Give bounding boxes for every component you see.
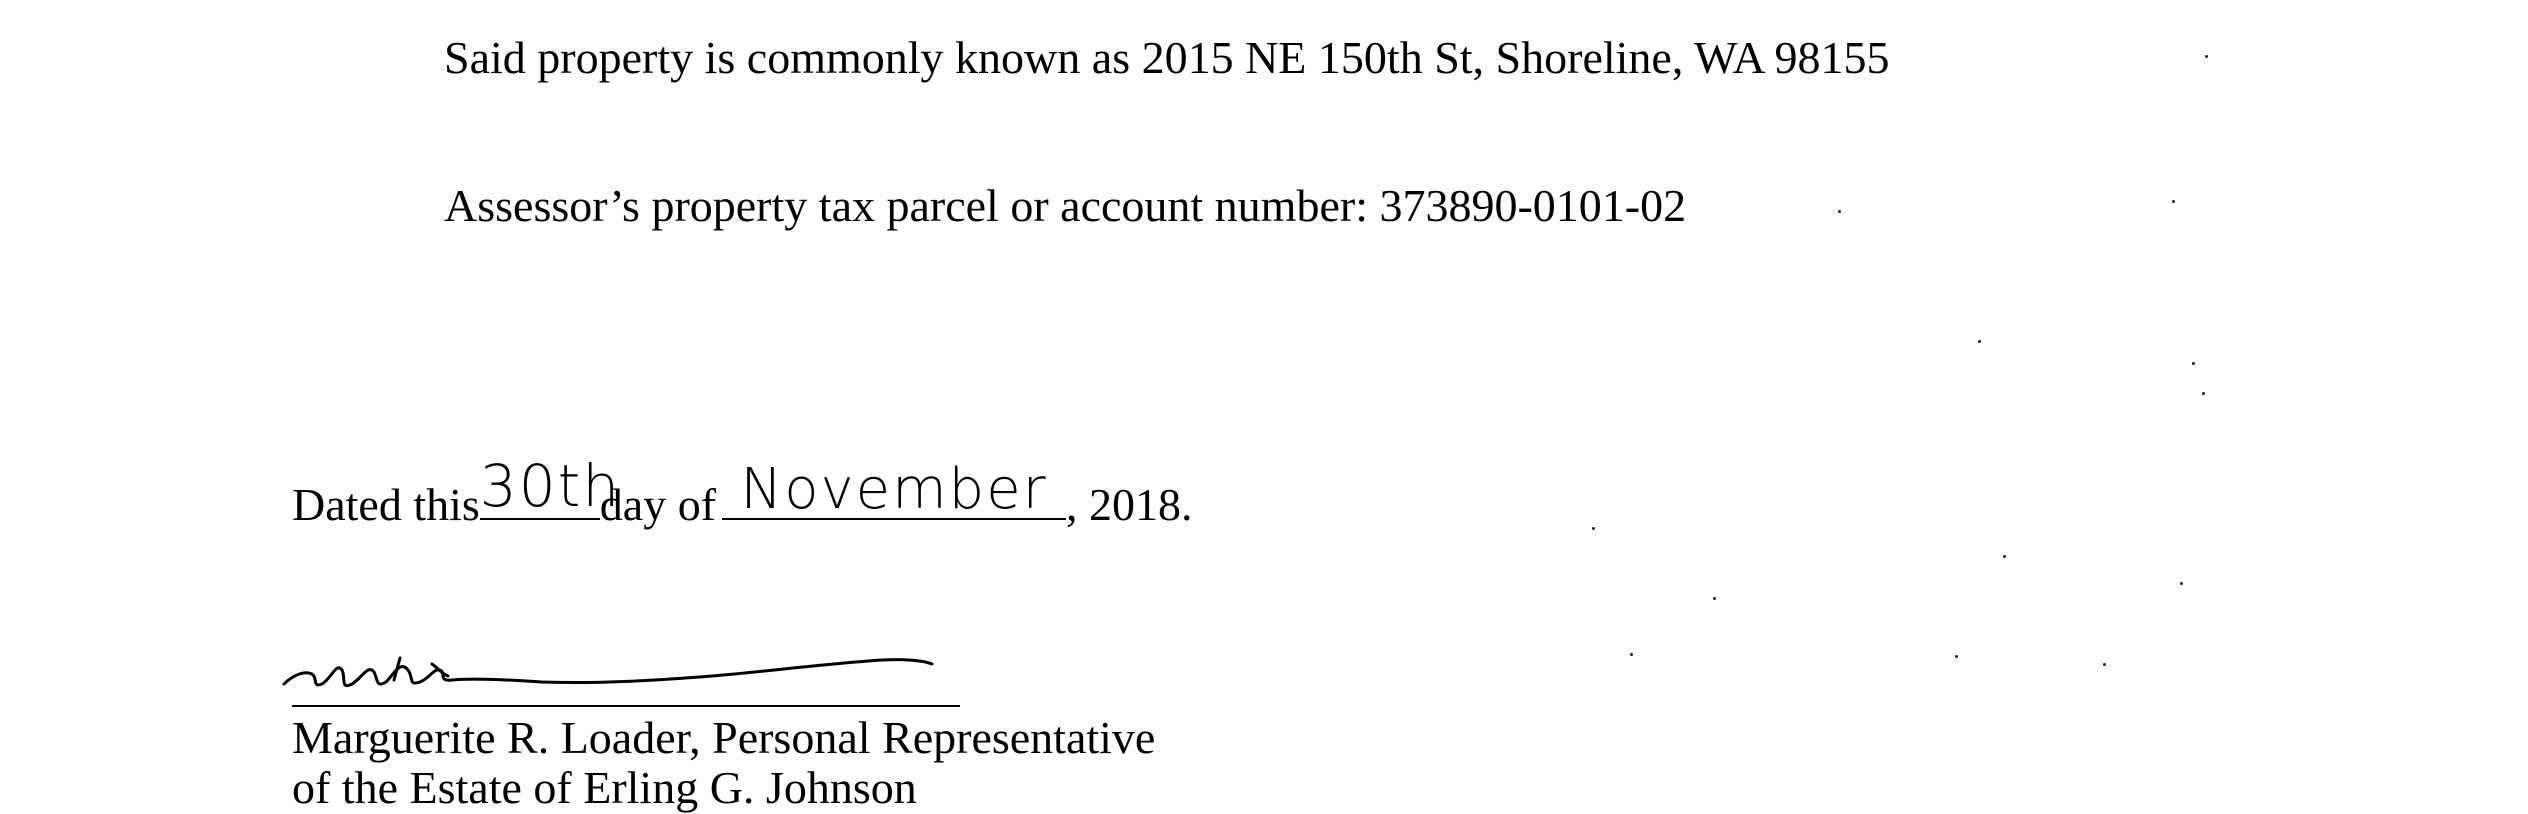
dated-prefix: Dated this xyxy=(292,479,480,530)
property-address-line: Said property is commonly known as 2015 NE 150th St, Shoreline, WA 98155 xyxy=(444,32,1890,83)
scan-speck xyxy=(1955,655,1958,658)
handwritten-month: November xyxy=(740,457,1048,522)
handwritten-day: 30th xyxy=(479,452,622,520)
scan-speck xyxy=(2205,55,2208,58)
scan-speck xyxy=(2180,582,2183,585)
scan-speck xyxy=(1978,340,1981,343)
dated-suffix: , 2018. xyxy=(1066,479,1193,530)
scan-speck xyxy=(2103,663,2106,666)
scan-speck xyxy=(1630,653,1633,656)
scan-speck xyxy=(2202,392,2205,395)
scan-speck xyxy=(1838,210,1841,213)
scan-speck xyxy=(2172,200,2175,203)
representative-name: Marguerite R. Loader, Personal Representative xyxy=(292,712,1156,763)
scan-speck xyxy=(1592,527,1595,530)
month-blank xyxy=(722,457,1066,522)
scan-speck xyxy=(1713,597,1716,600)
scan-speck xyxy=(2192,362,2195,365)
scan-speck xyxy=(2003,555,2006,558)
day-blank xyxy=(479,452,622,520)
signature-line xyxy=(292,705,960,707)
estate-line: of the Estate of Erling G. Johnson xyxy=(292,762,917,813)
signature-image xyxy=(282,640,972,710)
dated-line xyxy=(292,452,1193,531)
dated-middle: day of xyxy=(599,479,717,530)
parcel-number-line: Assessor’s property tax parcel or account number: 373890-0101-02 xyxy=(444,180,1687,231)
